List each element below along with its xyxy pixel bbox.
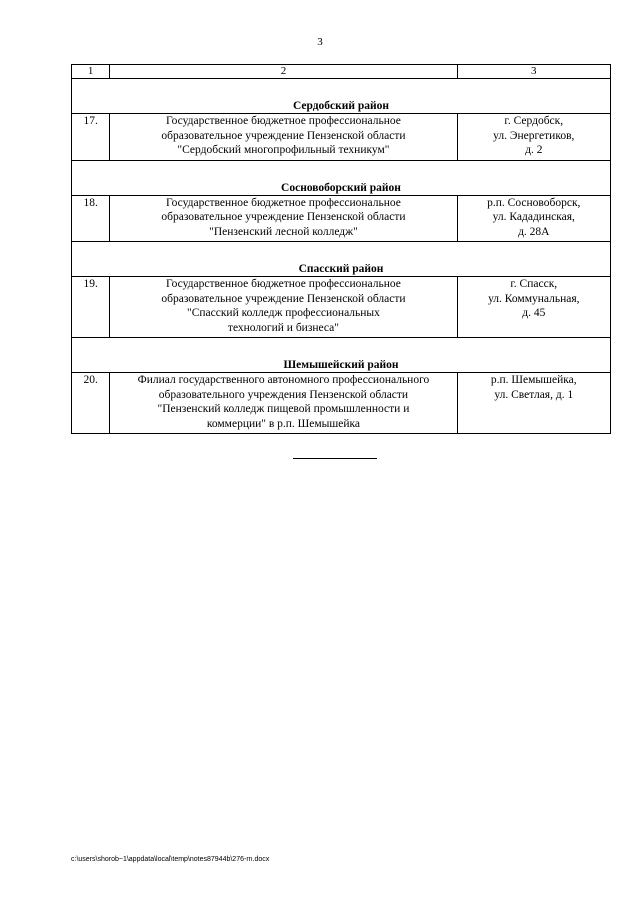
address-line: ул. Коммунальная, (488, 292, 580, 305)
column-header: 1 (72, 65, 110, 79)
institution-name-line: Филиал государственного автономного профессионального (137, 374, 430, 386)
institution-name-line: Государственное бюджетное профессиональное (166, 196, 401, 209)
row-number: 19. (72, 277, 110, 338)
institution-name-line: образовательное учреждение Пензенской области (161, 211, 406, 223)
table-row (72, 195, 611, 242)
district-row (72, 338, 611, 373)
address-line: г. Спасск, (510, 278, 558, 290)
institution-name (110, 114, 457, 161)
address-line: ул. Энергетиков, (493, 129, 575, 142)
footer-file-path: c:\users\shorob~1\appdata\local\temp\notes87944b\276-rn.docx (71, 856, 270, 863)
address-line: р.п. Сосновоборск, (487, 196, 581, 209)
column-header: 3 (457, 65, 610, 79)
row-number: 17. (72, 114, 110, 161)
institution-address (457, 277, 610, 338)
institution-name-line: коммерции" в р.п. Шемышейка (206, 417, 361, 430)
district-title: Сердобский район (72, 79, 611, 114)
address-line: д. 2 (525, 144, 543, 156)
row-number: 20. (72, 373, 110, 434)
institution-name-line: Государственное бюджетное профессиональное (166, 278, 401, 290)
institution-address (457, 114, 610, 161)
address-line: р.п. Шемышейка, (490, 374, 577, 386)
address-line: д. 28А (518, 225, 550, 238)
institution-address (457, 195, 610, 242)
institution-name-line: образовательное учреждение Пензенской области (161, 292, 406, 305)
institution-name-line: Государственное бюджетное профессиональное (166, 115, 401, 127)
institution-name-line: технологий и бизнеса" (227, 321, 339, 334)
district-row (72, 242, 611, 277)
institution-name-line: "Пензенский лесной колледж" (209, 225, 358, 238)
page-number: 3 (317, 36, 323, 48)
district-title: Спасский район (72, 242, 611, 277)
table-header-row (72, 65, 611, 79)
end-separator-line (293, 458, 377, 459)
district-row (72, 160, 611, 195)
column-header: 2 (110, 65, 457, 79)
row-number: 18. (72, 195, 110, 242)
institution-name (110, 373, 457, 434)
institution-name-line: "Спасский колледж профессиональных (187, 307, 380, 319)
district-title: Шемышейский район (72, 338, 611, 373)
district-title: Сосновоборский район (72, 160, 611, 195)
address-line: д. 45 (522, 307, 546, 319)
institutions-table (71, 64, 611, 434)
table-row (72, 277, 611, 338)
institution-name-line: образовательного учреждения Пензенской области (158, 388, 409, 401)
institution-name-line: "Пензенский колледж пищевой промышленности и (157, 403, 410, 415)
address-line: г. Сердобск, (504, 115, 564, 127)
table-row (72, 114, 611, 161)
institution-name (110, 195, 457, 242)
address-line: ул. Кададинская, (492, 211, 575, 223)
institution-name-line: образовательное учреждение Пензенской области (161, 129, 406, 142)
institution-address (457, 373, 610, 434)
institution-name (110, 277, 457, 338)
district-row (72, 79, 611, 114)
institution-name-line: "Сердобский многопрофильный техникум" (177, 144, 390, 156)
table-row (72, 373, 611, 434)
address-line: ул. Светлая, д. 1 (494, 388, 574, 401)
